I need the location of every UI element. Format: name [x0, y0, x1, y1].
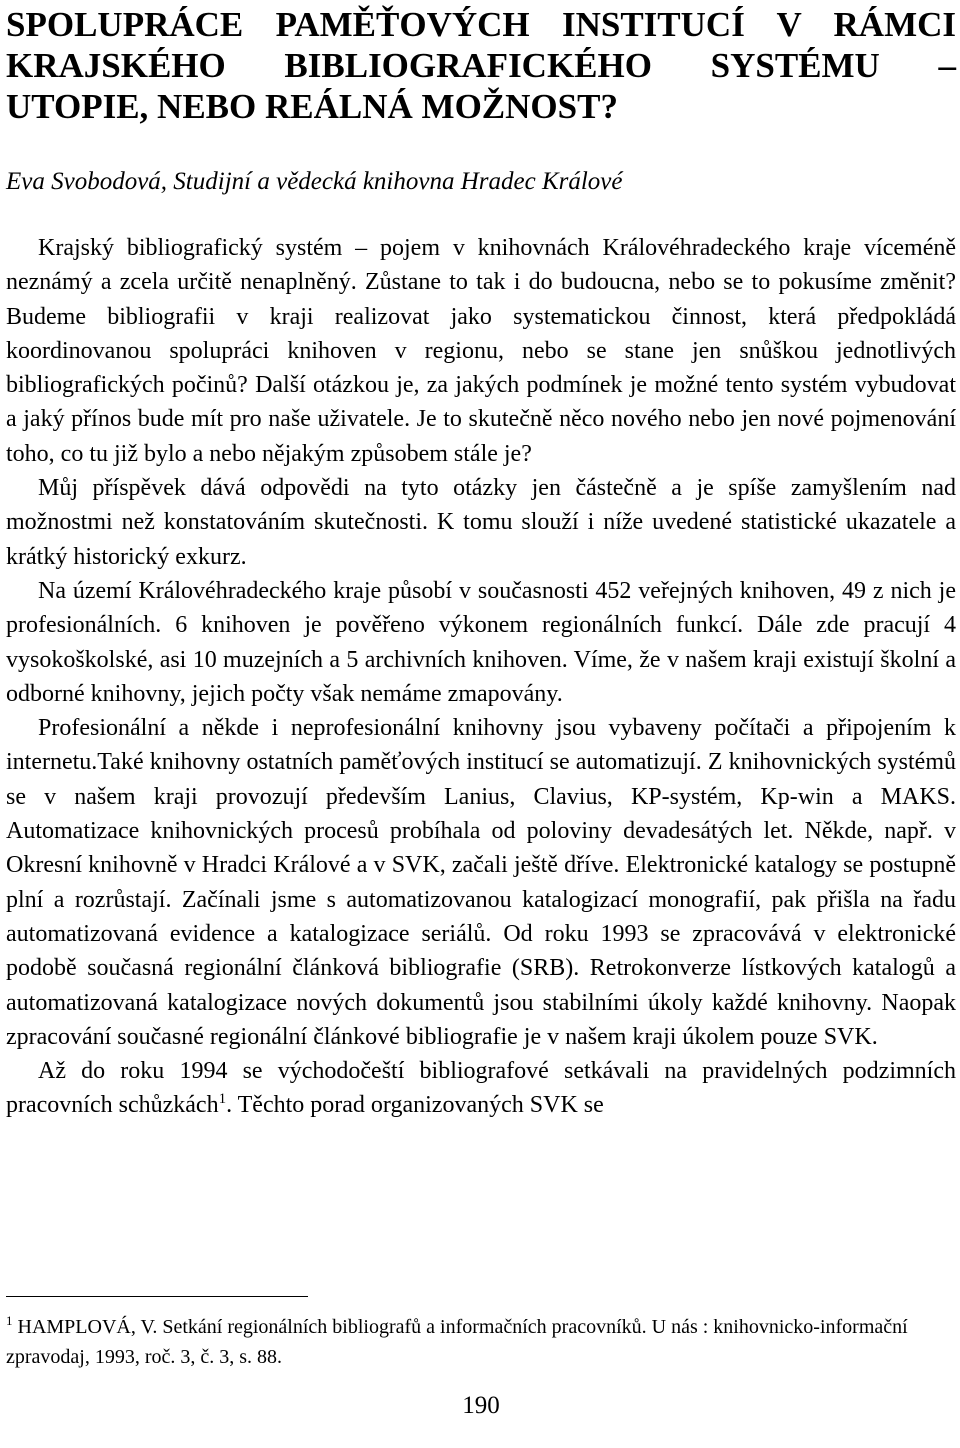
footnote-marker: 1: [6, 1313, 13, 1328]
footnote-reference: 1: [218, 1091, 227, 1108]
title-line-3: UTOPIE, NEBO REÁLNÁ MOŽNOST?: [6, 87, 618, 126]
article-title: [6, 4, 956, 127]
paragraph-2: Můj příspěvek dává odpovědi na tyto otázky jen částečně a je spíše zamyšlením nad možnostmi než konstatováním skutečnosti. K tomu slouží i níže uvedené statistické ukazatele a krátký historický exkurz.: [6, 475, 956, 570]
title-line-1: SPOLUPRÁCE PAMĚŤOVÝCH INSTITUCÍ V RÁMCI: [6, 5, 956, 44]
footnote-text: HAMPLOVÁ, V. Setkání regionálních bibliografů a informačních pracovníků. U nás : knihovnicko-informační zpravodaj, 1993, roč. 3, č. 3, s. 88.: [6, 1316, 908, 1368]
footnote-separator: [6, 1296, 308, 1297]
document-page: [6, 0, 956, 1448]
paragraph-3: Na území Královéhradeckého kraje působí v současnosti 452 veřejných knihoven, 49 z nich je profesionálních. 6 knihoven je pověřeno výkonem regionálních funkcí. Dále zde pracují 4 vysokoškolské, asi 10 muzejních a 5 archivních knihoven. Víme, že v našem kraji existují školní a odborné knihovny, jejich počty však nemáme zmapovány.: [6, 577, 956, 707]
paragraph-5-text-end: . Těchto porad organizovaných SVK se: [226, 1092, 604, 1119]
paragraph-4: Profesionální a někde i neprofesionální knihovny jsou vybaveny počítači a připojením k internetu.Také knihovny ostatních paměťových institucí se automatizují. Z knihovnických systémů se v našem kraji provozují především Lanius, Clavius, KP-systém, Kp-win a MAKS. Automatizace knihovnických procesů probíhala od poloviny devadesátých let. Někde, např. v Okresní knihovně v Hradci Králové a v SVK, začali ještě dříve. Elektronické katalogy se postupně plní a rozrůstají. Začínali jsme s automatizovanou katalogizací monografií, pak přišla na řadu automatizovaná evidence a katalogizace seriálů. Od roku 1993 se zpracovává v elektronické podobě současná regionální článková bibliografie (SRB). Retrokonverze lístkových katalogů a automatizovaná katalogizace nových dokumentů jsou stabilními úkoly každé knihovny. Naopak zpracování současné regionální článkové bibliografie je v našem kraji úkolem pouze SVK.: [6, 715, 956, 1050]
paragraph-5: [6, 1054, 956, 1123]
title-line-2: KRAJSKÉHO BIBLIOGRAFICKÉHO SYSTÉMU –: [6, 46, 956, 85]
footnote: [6, 1312, 956, 1372]
paragraph-1: Krajský bibliografický systém – pojem v knihovnách Královéhradeckého kraje víceméně neznámý a zcela určitě nenaplněný. Zůstane to tak i do budoucna, nebo se to pokusíme změnit? Budeme bibliografii v kraji realizovat jako systematickou činnost, která předpokládá koordinovanou spolupráci knihoven v regionu, nebo se stane jen snůškou jednotlivých bibliografických počinů? Další otázkou je, za jakých podmínek je možné tento systém vybudovat a jaký přínos bude mít pro naše uživatele. Je to skutečně něco nového nebo jen nové pojmenování toho, co tu již bylo a nebo nějakým způsobem stále je?: [6, 235, 956, 467]
author-affiliation: Eva Svobodová, Studijní a vědecká knihovna Hradec Králové: [6, 168, 623, 195]
page-number: 190: [462, 1392, 500, 1419]
article-body: [6, 231, 956, 1123]
paragraph-5-text-start: Až do roku 1994 se východočeští bibliografové setkávali na pravidelných podzimních pracovních schůzkách: [6, 1058, 956, 1119]
